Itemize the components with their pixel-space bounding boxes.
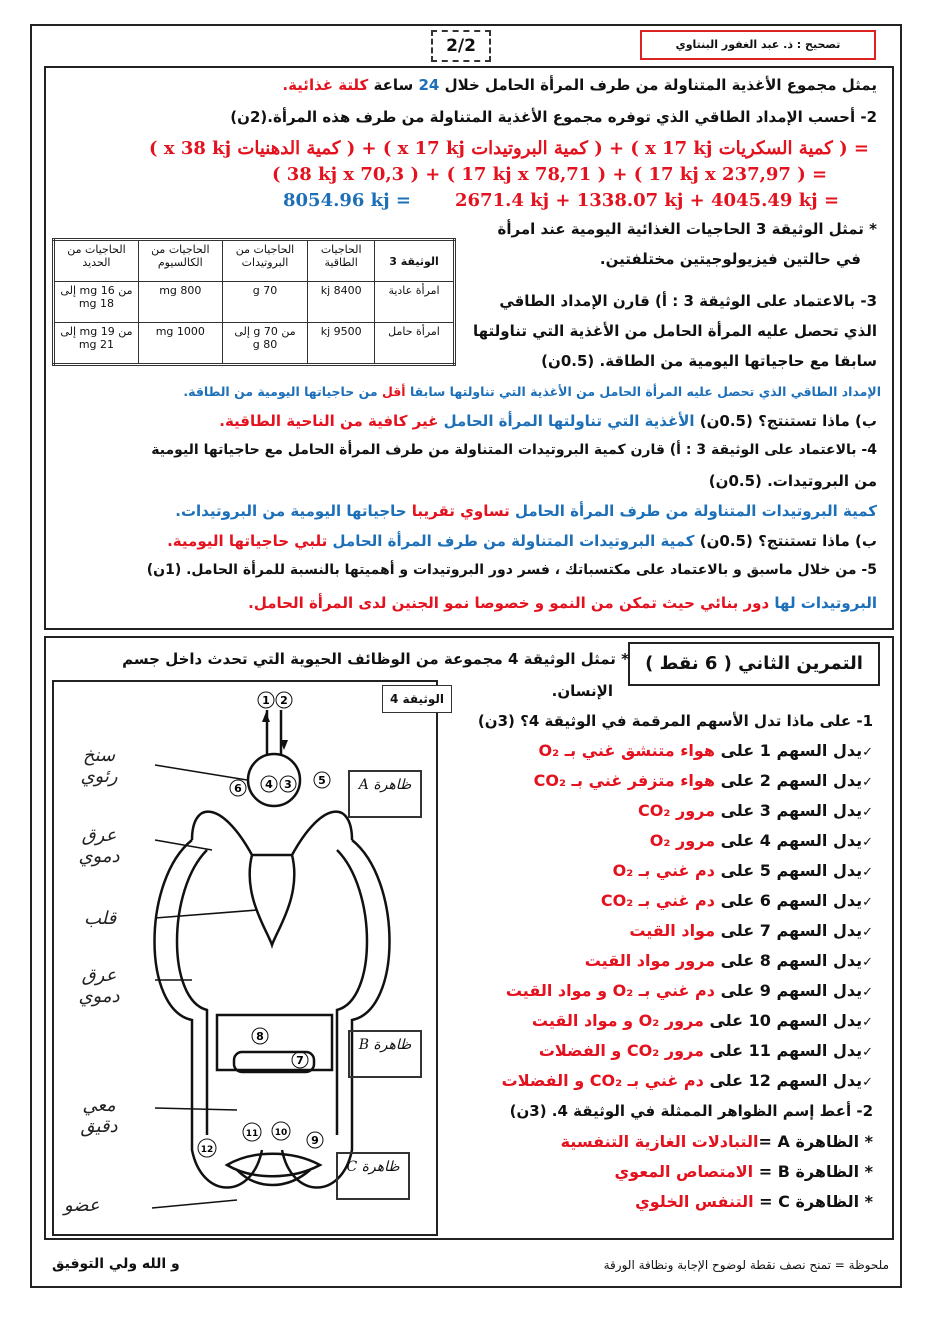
arrow-answer-12: ✓يدل السهم 12 على دم غني بـ CO₂ و الفضلات [501,1071,873,1090]
arrow-answer-3: ✓يدل السهم 3 على مرور CO₂ [638,801,873,820]
label-villus: معي دقيق [80,1095,118,1137]
arrow-answer-8: ✓يدل السهم 8 على مرور مواد القيت [584,951,873,970]
num-9: 9 [311,1134,319,1147]
ex1-q3a-3: سابقا مع حاجياتها اليومية من الطاقة. (0.5ن) [541,352,877,370]
num-5: 5 [318,774,326,787]
ex1-a3a: الإمداد الطاقي الذي تحصل عليه المرأة الحامل من الأغذية التي تناولتها سابقا أقل من حاجياتها اليومية من الطاقة. [183,384,881,399]
ex2-intro-a: * تمثل الوثيقة 4 مجموعة من الوظائف الحيوية التي تحدث داخل جسم [122,650,629,668]
num-3: 3 [284,778,292,791]
table-cell: 8400 kj [308,282,375,323]
table-row [54,323,455,365]
table-cell: من 70 g إلى 80 g [222,323,308,365]
num-6: 6 [234,782,242,795]
num-4: 4 [265,778,273,791]
doc3-intro-b: في حالتين فيزيولوجيتين مختلفتين. [599,250,861,268]
phen-b-box: ظاهرة B [348,1030,422,1078]
ex1-q3a-2: الذي تحصل عليه المرأة الحامل من الأغذية التي تناولتها [472,322,877,340]
table-cell: امرأة عادية [375,282,455,323]
ex1-q4a-2: من البروتيدات. (0.5ن) [708,472,877,490]
corrector-name: تصحيح : ذ. عبد الغفور البنتاوي [640,30,876,60]
arrow-1-head [262,712,270,722]
ex1-a4a: كمية البروتيدات المتناولة من طرف المرأة الحامل تساوي تقريبا حاجياتها اليومية من البروتيدات. [175,502,877,520]
arrow-answer-6: ✓يدل السهم 6 على دم غني بـ CO₂ [600,891,873,910]
table-header: الوثيقة 3 [375,240,455,282]
pointer-alveolus [155,765,247,780]
ex1-q5: 5- من خلال ماسبق و بالاعتماد على مكتسباتك ، فسر دور البروتيدات و أهميتها بالنسبة للمرأة الحامل. (1ن) [146,562,877,578]
page-number: 2/2 [431,30,491,62]
arrow-answer-10: ✓يدل السهم 10 على مرور O₂ و مواد القيت [531,1011,873,1030]
phenomenon-b: * الظاهرة B = الامتصاص المعوي [614,1162,873,1181]
table-cell: 9500 kj [308,323,375,365]
arrow-answer-1: ✓يدل السهم 1 على هواء متنشق غني بـ O₂ [538,741,873,760]
ex2-q2: 2- أعط إسم الظواهر الممثلة في الوثيقة 4. (3ن) [509,1102,873,1120]
num-2: 2 [280,694,288,707]
ex2-q1: 1- على ماذا تدل الأسهم المرقمة في الوثيقة 4؟ (3ن) [477,712,873,730]
phen-a-box: ظاهرة A [348,770,422,818]
label-alveolus: سنخ رئوي [80,745,118,787]
table-header: الحاجيات من الكالسيوم [138,240,222,282]
table-cell: من 19 mg إلى 21 mg [54,323,139,365]
num-11: 11 [245,1129,259,1139]
ex1-q2: 2- أحسب الإمداد الطاقي الذي توفره مجموع الأغذية المتناولة من طرف هذه المرأة.(2ن) [230,108,877,126]
table-cell: 800 mg [138,282,222,323]
num-12: 12 [200,1145,214,1155]
arrow-answer-9: ✓يدل السهم 9 على دم غني بـ O₂ و مواد القيت [505,981,873,1000]
phen-c-box: ظاهرة C [336,1152,410,1200]
eq-line2: ( 38 kj x 70,3 ) + ( 17 kj x 78,71 ) + ( 17 kj x 237,97 ) = [272,164,828,185]
ex1-q4b: ب) ماذا تستنتج؟ (0.5ن) كمية البروتيدات المتناولة من طرف المرأة الحامل تلبي حاجياتها اليومية. [167,532,877,550]
table-cell: 70 g [222,282,308,323]
ex1-q3a-1: 3- بالاعتماد على الوثيقة 3 : أ) قارن الإمداد الطاقي [499,292,877,310]
ex1-q4a-1: 4- بالاعتماد على الوثيقة 3 : أ) قارن كمية البروتيدات المتناولة من طرف المرأة الحامل مع حاجياتها اليومية [151,442,877,458]
eq-result: 8054.96 kj = [283,190,412,211]
table-cell: 1000 mg [138,323,222,365]
footer-note: ملحوظة = تمنح نصف نقطة لوضوح الإجابة ونظافة الورقة [603,1258,889,1272]
arrow-answer-7: ✓يدل السهم 7 على مواد القيت [629,921,873,940]
pointer-organ [152,1200,237,1208]
arrow-answer-5: ✓يدل السهم 5 على دم غني بـ O₂ [612,861,873,880]
alveolus-shape [248,754,300,806]
doc3-table [52,238,456,366]
table-row [54,282,455,323]
heart-shape [250,855,295,945]
arrow-answer-11: ✓يدل السهم 11 على مرور CO₂ و الفضلات [538,1041,873,1060]
label-capillary2: عرق دموي [78,965,120,1007]
arrow-answer-2: ✓يدل السهم 2 على هواء متزفر غني بـ CO₂ [533,771,873,790]
ex2-intro-b: الإنسان. [551,682,613,700]
arrow-answer-4: ✓يدل السهم 4 على مرور O₂ [649,831,873,850]
eq-line1: = ( كمية السكريات x 17 kj ) + ( كمية البروتيدات x 17 kj ) + ( كمية الدهنيات x 38 kj ) [149,138,869,159]
table-cell: من 16 mg إلى 18 mg [54,282,139,323]
exercise2-title: التمرين الثاني ( 6 نقط ) [628,642,880,686]
phenomenon-a: * الظاهرة A =التبادلات الغازية التنفسية [560,1132,873,1151]
ex1-a5: البروتيدات لها دور بنائي حيث تمكن من النمو و خصوصا نمو الجنين لدى المرأة الحامل. [248,594,877,612]
ex1-intro: يمثل مجموع الأغذية المتناولة من طرف المرأة الحامل خلال 24 ساعة كلتة غذائية. [282,76,877,94]
label-organ: عضو [64,1195,100,1216]
table-header: الحاجيات الطاقية [308,240,375,282]
eq-line3: 2671.4 kj + 1338.07 kj + 4045.49 kj = [455,190,840,211]
num-8: 8 [256,1030,264,1043]
table-header-row [54,240,455,282]
table-header: الحاجيات من الحديد [54,240,139,282]
label-capillary1: عرق دموي [78,825,120,867]
table-header: الحاجيات من البروتيدات [222,240,308,282]
doc4-label: الوثيقة 4 [382,685,452,713]
pulmonary-right [292,812,352,855]
pointer-villus [155,1108,237,1110]
label-heart: قلب [84,908,117,929]
phenomenon-c: * الظاهرة C = التنفس الخلوي [635,1192,873,1211]
ex1-q3b: ب) ماذا تستنتج؟ (0.5ن) الأغذية التي تناولتها المرأة الحامل غير كافية من الناحية الطاقية. [219,412,877,430]
doc3-intro-a: * تمثل الوثيقة 3 الحاجيات الغذائية اليومية عند امرأة [497,220,877,238]
num-10: 10 [274,1128,288,1138]
num-1: 1 [262,694,270,707]
table-cell: امرأة حامل [375,323,455,365]
footer-closing: و الله ولي التوفيق [52,1256,180,1272]
num-7: 7 [296,1054,304,1067]
pointer-heart [155,910,257,918]
